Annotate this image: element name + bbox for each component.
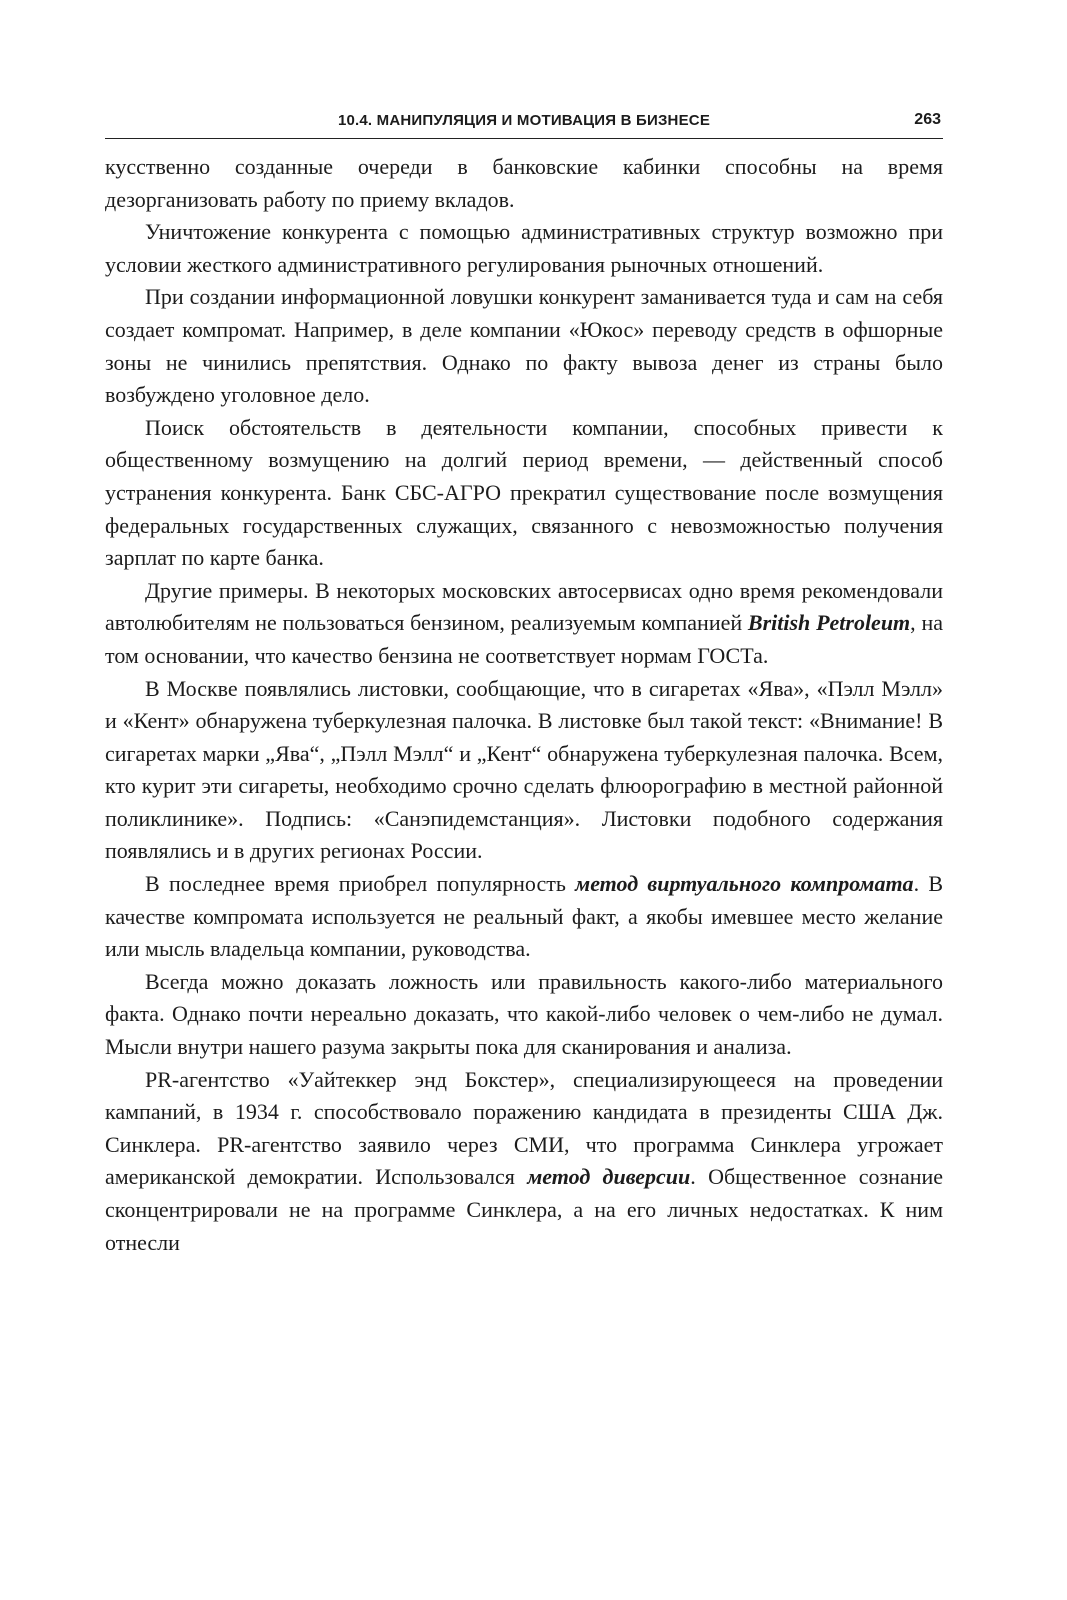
page-header	[105, 108, 943, 139]
paragraph-public-outrage: Поиск обстоятельств в деятельности компании, способных привести к общественному возмущению на долгий период времени, — действенный способ устранения конкурента. Банк СБС-АГРО прекратил существование после возмущения федеральных государственных служащих, связанного с невозможностью получения зарплат по карте банка.	[105, 414, 943, 571]
paragraph-pr-agency	[105, 1064, 943, 1260]
paragraph-proof: Всегда можно доказать ложность или правильность какого-либо материального факта. Однако почти нереально доказать, что какой-либо человек о чем-либо не думал. Мысли внутри нашего разума закрыты пока для сканирования и анализа.	[105, 968, 943, 1060]
text-run: PR-агентство «Уайтеккер энд Бокстер», специализирующееся на проведении кампаний, в 1934 г. способствовало поражению кандидата в президенты США Дж. Синклера. PR-агентство заявило через СМИ, что программа Синклера угрожает американской демократии. Использовался	[105, 1066, 943, 1190]
paragraph-information-trap: При создании информационной ловушки конкурент заманивается туда и сам на себя создает компромат. Например, в деле компании «Юкос» переводу средств в офшорные зоны не чинились препятствия. Однако по факту вывоза денег из страны было возбуждено уголовное дело.	[105, 284, 943, 408]
emphasis-term-diversion: метод диверсии	[527, 1164, 691, 1190]
emphasis-term-virtual-compromat: метод виртуального компромата	[575, 871, 914, 897]
running-title: 10.4. МАНИПУЛЯЦИЯ И МОТИВАЦИЯ В БИЗНЕСЕ	[337, 112, 711, 129]
page-number: 263	[914, 111, 941, 128]
paragraph-continued: кусственно созданные очереди в банковские кабинки способны на время дезорганизовать работу по приему вкладов.	[105, 154, 943, 212]
text-run: Другие примеры. В некоторых московских автосервисах одно время рекомендовали автолюбителям не пользоваться бензином, реализуемым компанией	[105, 577, 943, 636]
paragraph-other-examples	[105, 575, 943, 673]
page-body	[105, 151, 943, 1259]
paragraph-administrative: Уничтожение конкурента с помощью административных структур возможно при условии жесткого административного регулирования рыночных отношений.	[105, 219, 943, 277]
emphasis-company-name: British Petroleum	[747, 610, 911, 636]
paragraph-virtual-compromat	[105, 868, 943, 966]
text-run: . Общественное сознание сконцентрировали не на программе Синклера, а на его личных недостатках. К ним отнесли	[105, 1164, 944, 1255]
text-run: . В качестве компромата используется не реальный факт, а якобы имевшее место желание или мысль владельца компании, руководства.	[105, 871, 943, 962]
text-run: , на том основании, что качество бензина не соответствует нормам ГОСТа.	[105, 610, 943, 668]
text-run: В последнее время приобрел популярность	[145, 871, 576, 897]
paragraph-leaflets: В Москве появлялись листовки, сообщающие, что в сигаретах «Ява», «Пэлл Мэлл» и «Кент» обнаружена туберкулезная палочка. В листовке был такой текст: «Внимание! В сигаретах марки „Ява“, „Пэлл Мэлл“ и „Кент“ обнаружена туберкулезная палочка. Всем, кто курит эти сигареты, необходимо срочно сделать флюорографию в местной районной поликлинике». Подпись: «Санэпидемстанция». Листовки подобного содержания появлялись и в других регионах России.	[105, 675, 943, 864]
